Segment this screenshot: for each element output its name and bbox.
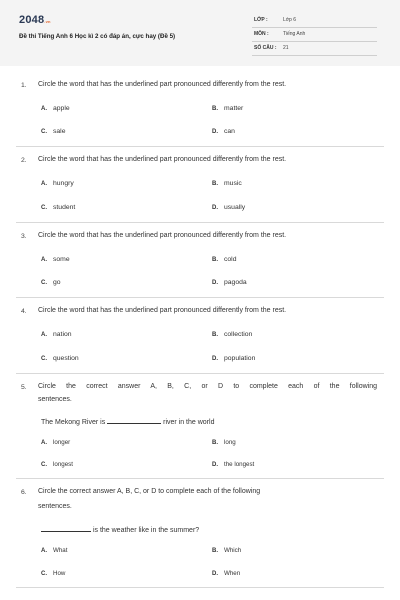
question-4-prompt: Circle the word that has the underlined part pronounced differently from the rest. [38, 307, 287, 314]
answer-blank[interactable] [41, 524, 91, 532]
stem-after-text: river in the world [163, 419, 215, 426]
option-letter: C. [41, 280, 47, 286]
meta-count-value: 21 [283, 45, 289, 51]
option-letter: A. [41, 257, 47, 263]
question-5-option-a[interactable] [41, 439, 70, 446]
meta-subject-row [252, 27, 377, 42]
question-3-option-a[interactable] [41, 256, 70, 263]
option-text: question [53, 355, 79, 362]
option-letter: D. [212, 280, 218, 286]
option-text: some [53, 256, 70, 263]
question-divider [16, 222, 384, 223]
question-divider [16, 478, 384, 479]
option-text: hungry [53, 180, 74, 187]
logo-suffix: .vn [44, 19, 51, 24]
option-letter: B. [212, 332, 218, 338]
option-letter: D. [212, 356, 218, 362]
quiz-header [0, 0, 400, 66]
question-6-number: 6. [21, 489, 27, 496]
question-4-option-a[interactable] [41, 331, 72, 338]
option-text: longest [53, 461, 73, 468]
option-text: apple [53, 105, 70, 112]
option-letter: B. [212, 181, 218, 187]
question-5-option-b[interactable] [212, 439, 236, 446]
question-6-prompt-line1: Circle the correct answer A, B, C, or D to complete each of the following [38, 488, 261, 495]
option-letter: D. [212, 462, 218, 468]
question-3-option-d[interactable] [212, 279, 247, 286]
question-2-option-a[interactable] [41, 180, 74, 187]
option-text: collection [224, 331, 253, 338]
meta-subject-label: MÔN : [254, 31, 269, 37]
question-2-prompt: Circle the word that has the underlined part pronounced differently from the rest. [38, 156, 287, 163]
meta-subject-value: Tiếng Anh [283, 31, 306, 37]
option-text: nation [53, 331, 72, 338]
option-letter: C. [41, 571, 47, 577]
question-6-option-d[interactable] [212, 570, 240, 577]
meta-class-value: Lớp 6 [283, 17, 297, 23]
question-6-prompt-line2: sentences. [38, 503, 72, 510]
question-divider [16, 297, 384, 298]
option-text: matter [224, 105, 244, 112]
meta-count-label: SỐ CÂU : [254, 45, 277, 51]
question-1-option-d[interactable] [212, 128, 235, 135]
option-text: the longest [224, 461, 255, 468]
option-text: go [53, 279, 61, 286]
option-text: music [224, 180, 242, 187]
question-3-option-c[interactable] [41, 279, 61, 286]
question-divider [16, 587, 384, 588]
option-text: When [224, 570, 241, 577]
option-text: Which [224, 547, 242, 554]
question-4-number: 4. [21, 308, 27, 315]
question-5-prompt-line1: Circle the correct answer A, B, C, or D to complete each of the following [38, 383, 377, 390]
question-4-option-d[interactable] [212, 355, 255, 362]
question-2-option-d[interactable] [212, 204, 245, 211]
site-logo[interactable] [19, 14, 51, 26]
option-text: student [53, 204, 76, 211]
meta-class-row [252, 13, 377, 28]
question-4-option-b[interactable] [212, 331, 252, 338]
option-letter: D. [212, 129, 218, 135]
question-1-prompt: Circle the word that has the underlined part pronounced differently from the rest. [38, 81, 287, 88]
option-letter: A. [41, 332, 47, 338]
option-letter: B. [212, 106, 218, 112]
option-letter: C. [41, 205, 47, 211]
question-3-number: 3. [21, 233, 27, 240]
question-3-option-b[interactable] [212, 256, 236, 263]
stem-after-text: is the weather like in the summer? [92, 527, 200, 534]
option-text: How [53, 570, 66, 577]
meta-count-row [252, 41, 377, 56]
option-text: cold [224, 256, 237, 263]
question-6-stem [41, 524, 199, 534]
question-2-option-b[interactable] [212, 180, 242, 187]
logo-text: 2048 [19, 14, 45, 26]
answer-blank[interactable] [107, 416, 161, 424]
question-1-option-a[interactable] [41, 105, 70, 112]
option-text: What [53, 547, 68, 554]
option-letter: A. [41, 548, 47, 554]
option-letter: B. [212, 257, 218, 263]
question-3-prompt: Circle the word that has the underlined part pronounced differently from the rest. [38, 232, 287, 239]
question-5-stem [41, 416, 214, 426]
question-6-option-c[interactable] [41, 570, 65, 577]
option-letter: D. [212, 205, 218, 211]
question-6-option-b[interactable] [212, 547, 241, 554]
question-6-option-a[interactable] [41, 547, 67, 554]
question-5-prompt-line2: sentences. [38, 396, 72, 403]
option-letter: A. [41, 440, 47, 446]
meta-class-label: LỚP : [254, 17, 268, 23]
question-1-number: 1. [21, 82, 27, 89]
stem-before-text: The Mekong River is [41, 419, 106, 426]
question-1-option-b[interactable] [212, 105, 243, 112]
option-letter: B. [212, 440, 218, 446]
option-text: longer [53, 439, 71, 446]
option-letter: A. [41, 181, 47, 187]
question-5-number: 5. [21, 384, 27, 391]
option-text: pagoda [224, 279, 247, 286]
option-letter: C. [41, 129, 47, 135]
question-divider [16, 373, 384, 374]
option-text: sale [53, 128, 66, 135]
page-title: Đề thi Tiếng Anh 6 Học kì 2 có đáp án, cực hay (Đề 5) [19, 33, 176, 40]
question-5-option-c[interactable] [41, 461, 73, 468]
question-1-option-c[interactable] [41, 128, 65, 135]
option-text: population [224, 355, 256, 362]
option-letter: C. [41, 462, 47, 468]
option-letter: C. [41, 356, 47, 362]
option-letter: B. [212, 548, 218, 554]
option-letter: A. [41, 106, 47, 112]
question-divider [16, 146, 384, 147]
option-text: usually [224, 204, 246, 211]
option-letter: D. [212, 571, 218, 577]
option-text: can [224, 128, 235, 135]
question-2-number: 2. [21, 157, 27, 164]
question-5-option-d[interactable] [212, 461, 254, 468]
option-text: long [224, 439, 236, 446]
question-2-option-c[interactable] [41, 204, 75, 211]
question-4-option-c[interactable] [41, 355, 79, 362]
